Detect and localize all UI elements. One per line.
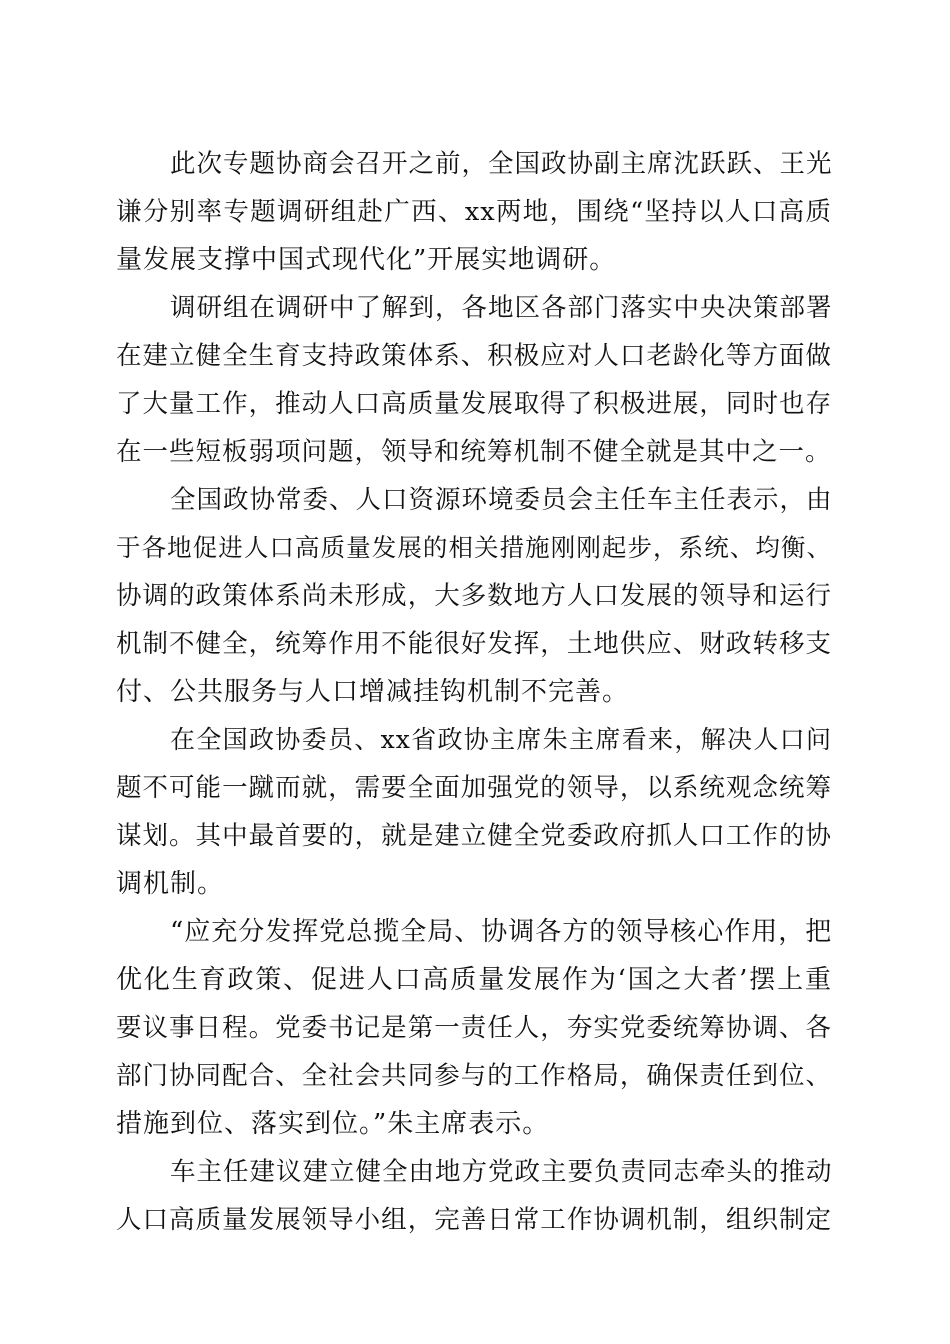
text-line: 此次专题协商会召开之前，全国政协副主席沈跃跃、王光 xyxy=(170,149,833,179)
paragraph-5 xyxy=(116,908,832,1148)
text-line: 全国政协常委、人口资源环境委员会主任车主任表示，由 xyxy=(170,485,833,515)
text-line: 车主任建议建立健全由地方党政主要负责同志牵头的推动 xyxy=(170,1157,833,1187)
text-line: 于各地促进人口高质量发展的相关措施刚刚起步，系统、均衡、 xyxy=(116,533,832,562)
paragraph-4 xyxy=(116,716,832,908)
text-line: 谋划。其中最首要的，就是建立健全党委政府抓人口工作的协 xyxy=(116,821,832,851)
paragraph-2 xyxy=(116,284,832,476)
paragraph-3 xyxy=(116,476,832,716)
text-line: 在一些短板弱项问题，领导和统筹机制不健全就是其中之一。 xyxy=(116,437,832,467)
text-line: 协调的政策体系尚未形成，大多数地方人口发展的领导和运行 xyxy=(116,581,832,611)
text-line: 调机制。 xyxy=(116,869,225,899)
paragraph-1 xyxy=(116,140,832,284)
text-line: 人口高质量发展领导小组，完善日常工作协调机制，组织制定 xyxy=(116,1205,832,1235)
text-line: 部门协同配合、全社会共同参与的工作格局，确保责任到位、 xyxy=(116,1061,832,1091)
text-line: 要议事日程。党委书记是第一责任人，夯实党委统筹协调、各 xyxy=(116,1013,832,1043)
text-line: 了大量工作，推动人口高质量发展取得了积极进展，同时也存 xyxy=(116,389,832,419)
text-line: 机制不健全，统筹作用不能很好发挥，土地供应、财政转移支 xyxy=(116,629,832,659)
text-line: “应充分发挥党总揽全局、协调各方的领导核心作用，把 xyxy=(170,917,833,947)
text-line: 付、公共服务与人口增减挂钩机制不完善。 xyxy=(116,677,630,707)
text-line: 谦分别率专题调研组赴广西、xx两地，围绕“坚持以人口高质 xyxy=(116,197,832,227)
text-line: 题不可能一蹴而就，需要全面加强党的领导，以系统观念统筹 xyxy=(116,773,832,803)
text-line: 优化生育政策、促进人口高质量发展作为‘国之大者’摆上重 xyxy=(116,965,832,995)
text-line: 在全国政协委员、xx省政协主席朱主席看来，解决人口问 xyxy=(170,725,832,754)
text-line: 在建立健全生育支持政策体系、积极应对人口老龄化等方面做 xyxy=(116,341,832,371)
text-line: 措施到位、落实到位。”朱主席表示。 xyxy=(116,1109,550,1139)
text-line: 调研组在调研中了解到，各地区各部门落实中央决策部署 xyxy=(170,293,833,323)
text-line: 量发展支撑中国式现代化”开展实地调研。 xyxy=(116,245,617,275)
document-body xyxy=(116,140,832,1244)
paragraph-6 xyxy=(116,1148,832,1244)
